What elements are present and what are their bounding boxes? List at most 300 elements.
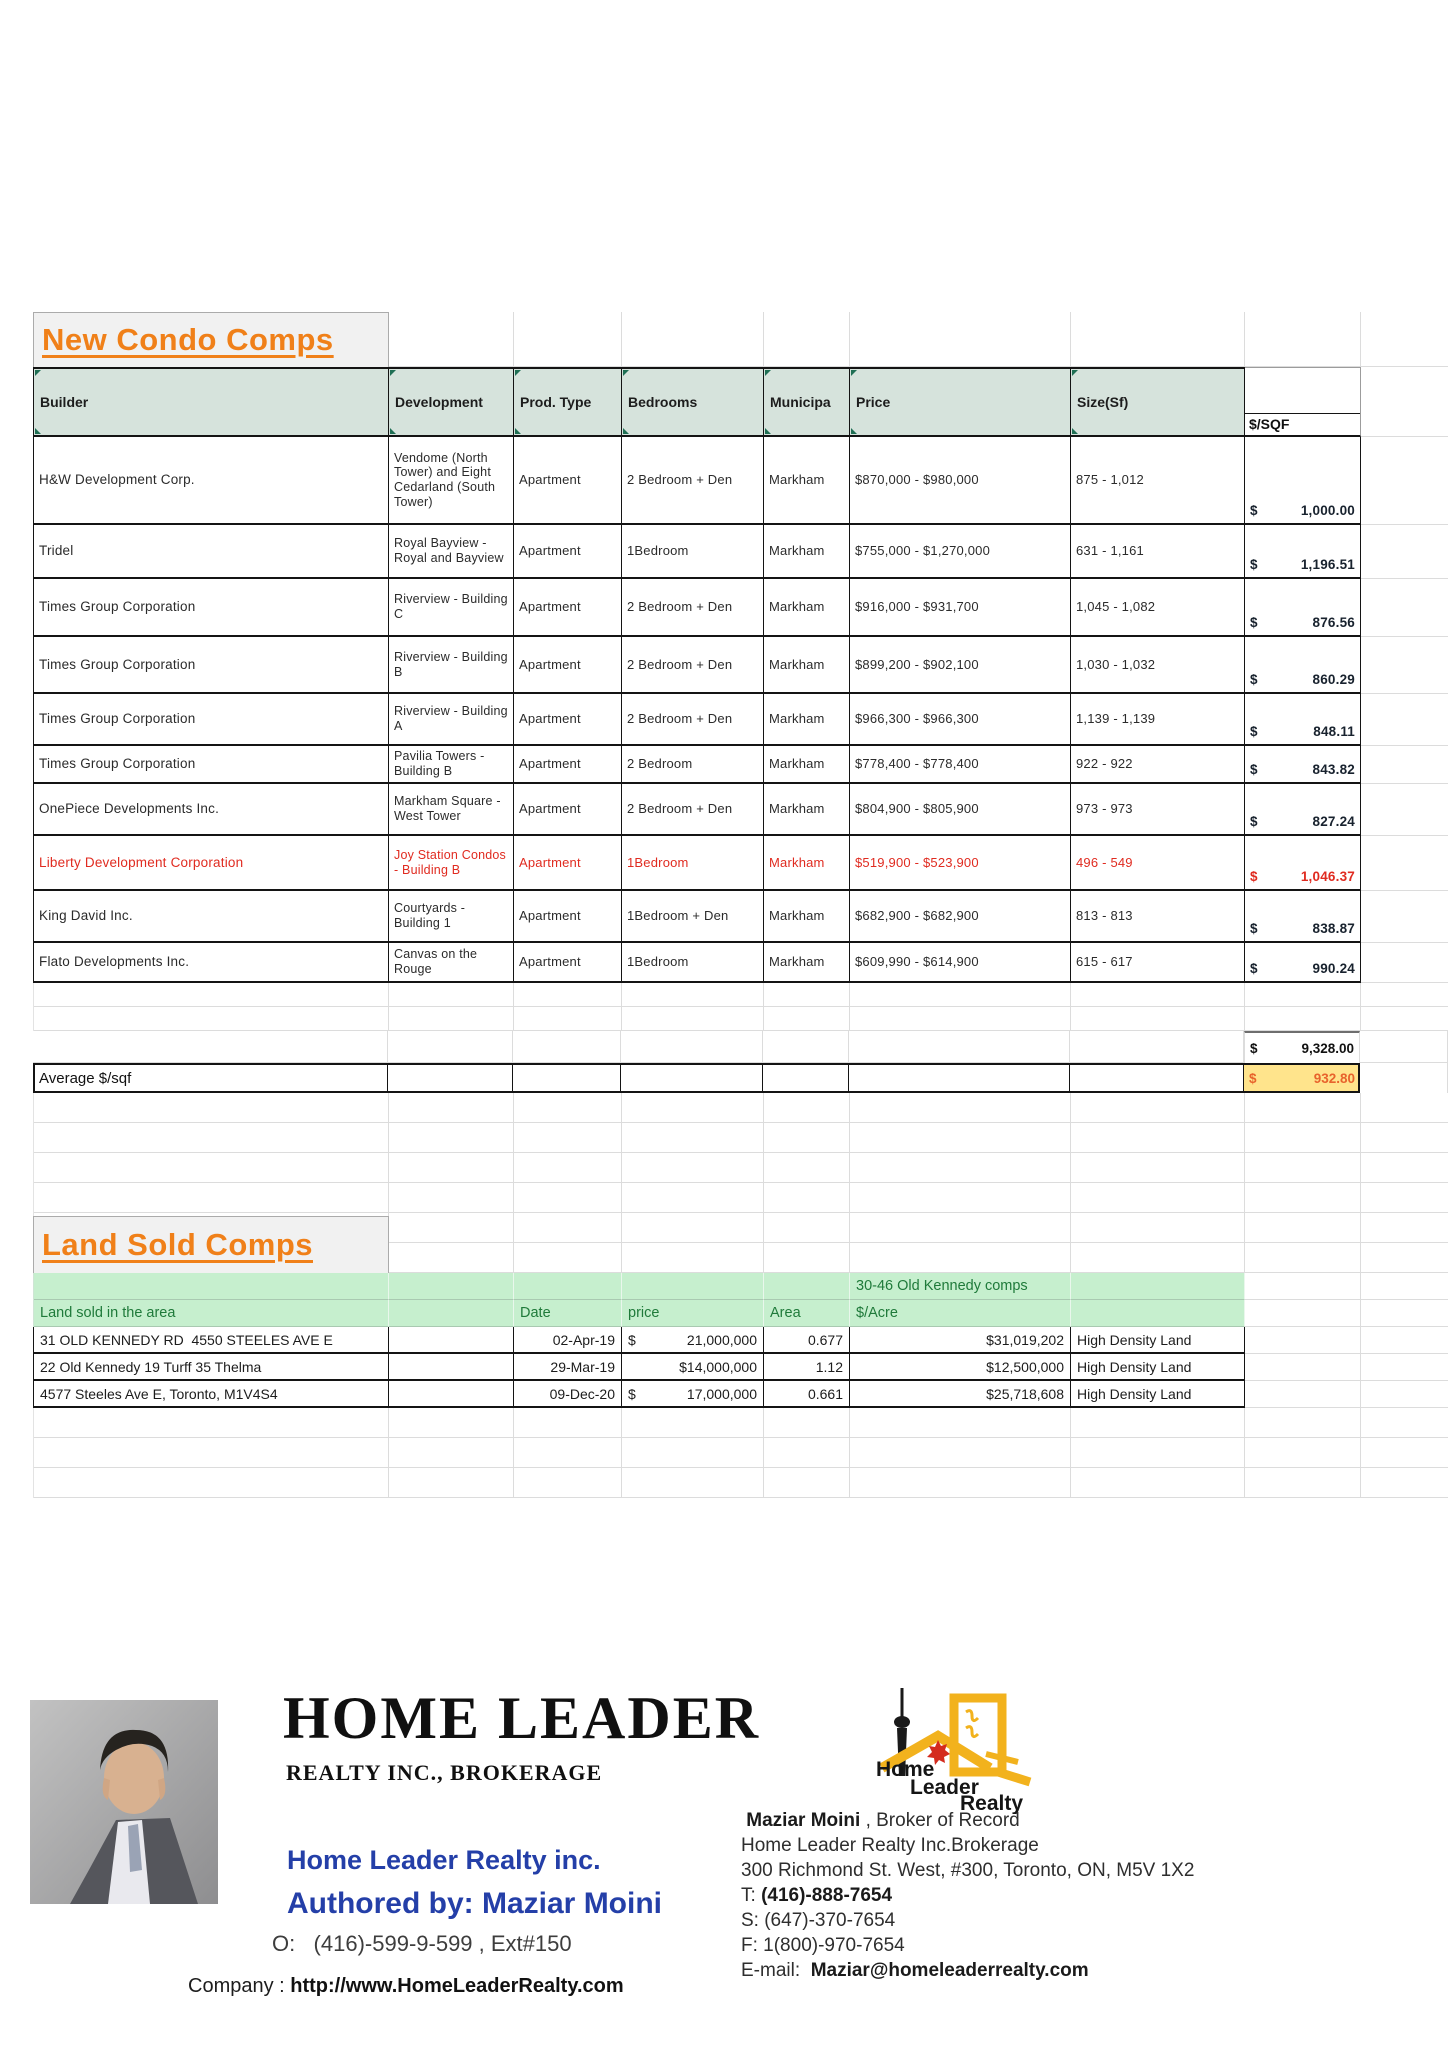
grid-cell bbox=[764, 1093, 850, 1123]
land-cell-area: 0.677 bbox=[764, 1327, 850, 1354]
grid-cell bbox=[389, 983, 514, 1007]
grid-cell bbox=[1361, 1438, 1448, 1468]
empty-cell bbox=[389, 1381, 514, 1408]
average-value: 932.80 bbox=[1313, 1070, 1355, 1086]
sqf-value: 848.11 bbox=[1313, 724, 1355, 740]
condo-table-row bbox=[33, 836, 1448, 891]
condo-cell-sqf bbox=[1245, 694, 1361, 746]
sqf-value: 876.56 bbox=[1312, 615, 1355, 631]
condo-cell-size: 973 - 973 bbox=[1071, 784, 1245, 836]
grid-cell bbox=[1245, 1153, 1361, 1183]
currency-symbol: $ bbox=[628, 1331, 636, 1348]
condo-cell-municipality: Markham bbox=[764, 525, 850, 579]
condo-cell-bedrooms: 1Bedroom bbox=[622, 943, 764, 983]
currency-symbol: $ bbox=[1250, 961, 1258, 977]
contact-phone-t: T: (416)-888-7654 bbox=[741, 1885, 893, 1906]
land-cell-zoning: High Density Land bbox=[1071, 1381, 1245, 1408]
grid-cell bbox=[1245, 983, 1361, 1007]
condo-header-bedrooms: Bedrooms bbox=[622, 367, 764, 437]
condo-cell-builder: Flato Developments Inc. bbox=[34, 943, 389, 983]
grid-cell bbox=[1361, 1093, 1448, 1123]
condo-cell-municipality: Markham bbox=[764, 746, 850, 784]
condo-cell-sqf bbox=[1245, 637, 1361, 694]
grid-cell bbox=[389, 1468, 514, 1498]
currency-symbol: $ bbox=[1250, 615, 1258, 631]
company-label: Company : bbox=[188, 1975, 291, 1997]
home-leader-logo bbox=[868, 1684, 1078, 1814]
grid-cell bbox=[514, 983, 622, 1007]
land-cell-per-acre: $31,019,202 bbox=[850, 1327, 1071, 1354]
average-row bbox=[33, 1063, 1448, 1093]
grid-cell bbox=[389, 1243, 514, 1273]
land-section-title: Land Sold Comps bbox=[42, 1227, 313, 1262]
grid-cell bbox=[514, 1408, 622, 1438]
grid-cell bbox=[1071, 1183, 1245, 1213]
grid-cell bbox=[850, 1408, 1071, 1438]
grid-cell bbox=[1361, 525, 1448, 579]
currency-symbol: $ bbox=[1250, 814, 1258, 830]
condo-cell-sqf bbox=[1245, 784, 1361, 836]
condo-cell-sqf bbox=[1245, 579, 1361, 637]
grid-cell bbox=[514, 1153, 622, 1183]
grid-cell bbox=[389, 312, 514, 367]
grid-cell bbox=[1361, 1468, 1448, 1498]
condo-cell-sqf bbox=[1245, 836, 1361, 891]
sqf-value: 1,046.37 bbox=[1300, 869, 1355, 885]
land-cell-area: 0.661 bbox=[764, 1381, 850, 1408]
condo-cell-builder: Tridel bbox=[34, 525, 389, 579]
average-label: Average $/sqf bbox=[33, 1063, 388, 1093]
grid-cell bbox=[1245, 1468, 1361, 1498]
grid-cell bbox=[389, 1438, 514, 1468]
condo-table-row bbox=[33, 943, 1448, 983]
condo-cell-municipality: Markham bbox=[764, 836, 850, 891]
grid-cell bbox=[850, 312, 1071, 367]
grid-cell bbox=[1361, 312, 1448, 367]
grid-cell bbox=[1361, 367, 1448, 437]
grid-cell bbox=[34, 1408, 389, 1438]
condo-cell-prod-type: Apartment bbox=[514, 746, 622, 784]
grid-cell bbox=[850, 1468, 1071, 1498]
grid-cell bbox=[1245, 1183, 1361, 1213]
land-table-row bbox=[33, 1381, 1448, 1408]
grid-cell bbox=[1361, 784, 1448, 836]
sqf-value: 990.24 bbox=[1312, 961, 1355, 977]
condo-table-row bbox=[33, 891, 1448, 943]
condo-cell-bedrooms: 2 Bedroom + Den bbox=[622, 437, 764, 525]
condo-cell-price: $966,300 - $966,300 bbox=[850, 694, 1071, 746]
condo-header-prod-type: Prod. Type bbox=[514, 367, 622, 437]
grid-cell bbox=[389, 1408, 514, 1438]
contact-email[interactable]: Maziar@homeleaderrealty.com bbox=[810, 1960, 1089, 1981]
sqf-value: 860.29 bbox=[1312, 672, 1355, 688]
grid-cell bbox=[622, 1243, 764, 1273]
grid-cell bbox=[1361, 1327, 1448, 1354]
grid-band-after-table bbox=[33, 983, 1448, 1031]
agent-photo bbox=[30, 1700, 218, 1904]
land-cell-date: 02-Apr-19 bbox=[514, 1327, 622, 1354]
sqf-value: 843.82 bbox=[1312, 762, 1355, 778]
condo-cell-development: Riverview - Building A bbox=[389, 694, 514, 746]
grid-cell bbox=[1361, 943, 1448, 983]
grid-cell bbox=[622, 1183, 764, 1213]
grid-cell bbox=[764, 1123, 850, 1153]
land-cell-zoning: High Density Land bbox=[1071, 1327, 1245, 1354]
grid-cell bbox=[1071, 1007, 1245, 1031]
condo-cell-development: Courtyards - Building 1 bbox=[389, 891, 514, 943]
condo-cell-municipality: Markham bbox=[764, 891, 850, 943]
condo-cell-prod-type: Apartment bbox=[514, 891, 622, 943]
condo-cell-price: $682,900 - $682,900 bbox=[850, 891, 1071, 943]
grid-cell bbox=[1071, 1123, 1245, 1153]
condo-cell-price: $899,200 - $902,100 bbox=[850, 637, 1071, 694]
land-sold-table bbox=[33, 1273, 1448, 1408]
grid-cell bbox=[34, 1183, 389, 1213]
condo-cell-development: Vendome (North Tower) and Eight Cedarland (South Tower) bbox=[389, 437, 514, 525]
footer-company-name: Home Leader Realty inc. bbox=[287, 1845, 601, 1875]
condo-header-development: Development bbox=[389, 367, 514, 437]
grid-cell bbox=[1071, 1438, 1245, 1468]
land-cell-price bbox=[622, 1354, 764, 1381]
grid-cell bbox=[1245, 1381, 1361, 1408]
condo-cell-prod-type: Apartment bbox=[514, 694, 622, 746]
land-header-date: Date bbox=[514, 1300, 622, 1327]
grid-cell bbox=[764, 312, 850, 367]
grid-cell bbox=[850, 1093, 1071, 1123]
condo-cell-development: Joy Station Condos - Building B bbox=[389, 836, 514, 891]
grid-cell bbox=[1071, 1243, 1245, 1273]
condo-cell-builder: OnePiece Developments Inc. bbox=[34, 784, 389, 836]
grid-cell bbox=[389, 1007, 514, 1031]
condo-cell-bedrooms: 2 Bedroom + Den bbox=[622, 579, 764, 637]
condo-cell-prod-type: Apartment bbox=[514, 784, 622, 836]
grid-cell bbox=[1245, 1327, 1361, 1354]
land-cell-date: 29-Mar-19 bbox=[514, 1354, 622, 1381]
grid-cell bbox=[1245, 312, 1361, 367]
grid-cell bbox=[764, 1468, 850, 1498]
contact-phone-s: S: (647)-370-7654 bbox=[741, 1910, 896, 1931]
grid-cell bbox=[389, 1183, 514, 1213]
currency-symbol: $ bbox=[628, 1385, 636, 1402]
svg-text:Realty: Realty bbox=[960, 1792, 1024, 1814]
grid-cell bbox=[1361, 746, 1448, 784]
condo-cell-builder: Times Group Corporation bbox=[34, 637, 389, 694]
grid-cell bbox=[34, 1438, 389, 1468]
condo-cell-bedrooms: 2 Bedroom + Den bbox=[622, 637, 764, 694]
condo-cell-size: 1,045 - 1,082 bbox=[1071, 579, 1245, 637]
grid-cell bbox=[622, 1438, 764, 1468]
condo-section-title: New Condo Comps bbox=[42, 322, 334, 357]
grid-cell bbox=[514, 1183, 622, 1213]
grid-cell bbox=[514, 1093, 622, 1123]
land-table-row bbox=[33, 1327, 1448, 1354]
condo-cell-development: Royal Bayview - Royal and Bayview bbox=[389, 525, 514, 579]
grid-cell bbox=[34, 1153, 389, 1183]
condo-cell-bedrooms: 2 Bedroom + Den bbox=[622, 694, 764, 746]
grid-cell bbox=[764, 1213, 850, 1243]
condo-table-row bbox=[33, 437, 1448, 525]
grid-cell bbox=[622, 1123, 764, 1153]
land-cell-per-acre: $12,500,000 bbox=[850, 1354, 1071, 1381]
condo-cell-sqf bbox=[1245, 437, 1361, 525]
condo-cell-sqf bbox=[1245, 525, 1361, 579]
grid-cell bbox=[1361, 983, 1448, 1007]
grid-cell bbox=[389, 1153, 514, 1183]
condo-cell-prod-type: Apartment bbox=[514, 943, 622, 983]
grid-cell bbox=[514, 1213, 622, 1243]
condo-cell-development: Riverview - Building B bbox=[389, 637, 514, 694]
condo-section-title-cell bbox=[33, 312, 389, 368]
grid-cell bbox=[622, 312, 764, 367]
condo-cell-price: $609,990 - $614,900 bbox=[850, 943, 1071, 983]
grid-cell bbox=[764, 983, 850, 1007]
condo-cell-price: $870,000 - $980,000 bbox=[850, 437, 1071, 525]
contact-brokerage: Home Leader Realty Inc.Brokerage bbox=[741, 1835, 1039, 1856]
condo-cell-builder: Liberty Development Corporation bbox=[34, 836, 389, 891]
grid-cell bbox=[1071, 1213, 1245, 1243]
svg-text:Home: Home bbox=[876, 1758, 935, 1781]
condo-table-row bbox=[33, 525, 1448, 579]
grid-cell bbox=[34, 1468, 389, 1498]
grid-cell bbox=[1071, 1408, 1245, 1438]
condo-cell-municipality: Markham bbox=[764, 437, 850, 525]
condo-header-price: Price bbox=[850, 367, 1071, 437]
svg-text:Leader: Leader bbox=[910, 1776, 979, 1799]
grid-cell bbox=[389, 1213, 514, 1243]
empty-cell bbox=[389, 1354, 514, 1381]
company-url[interactable]: http://www.HomeLeaderRealty.com bbox=[290, 1975, 624, 1997]
land-cell-price bbox=[622, 1327, 764, 1354]
land-note-row bbox=[33, 1273, 1448, 1300]
footer-contact-block bbox=[741, 1808, 1194, 1983]
grid-cell bbox=[1361, 1123, 1448, 1153]
brand-subtitle: REALTY INC., BROKERAGE bbox=[286, 1760, 603, 1785]
grid-cell bbox=[514, 1123, 622, 1153]
grid-cell bbox=[514, 1468, 622, 1498]
land-cell-price bbox=[622, 1381, 764, 1408]
condo-header-size: Size(Sf) bbox=[1071, 367, 1245, 437]
sqf-value: 1,196.51 bbox=[1300, 557, 1355, 573]
grid-cell bbox=[1361, 694, 1448, 746]
grid-cell bbox=[1361, 836, 1448, 891]
grid-cell bbox=[1361, 891, 1448, 943]
grid-cell bbox=[622, 1007, 764, 1031]
currency-symbol: $ bbox=[1250, 557, 1258, 573]
sqf-sum-cell bbox=[1244, 1031, 1360, 1063]
currency-symbol: $ bbox=[1250, 724, 1258, 740]
grid-cell bbox=[1245, 1007, 1361, 1031]
condo-cell-size: 615 - 617 bbox=[1071, 943, 1245, 983]
grid-cell bbox=[1361, 1243, 1448, 1273]
condo-cell-prod-type: Apartment bbox=[514, 579, 622, 637]
condo-cell-size: 875 - 1,012 bbox=[1071, 437, 1245, 525]
grid-cell bbox=[34, 1093, 389, 1123]
land-note: 30-46 Old Kennedy comps bbox=[850, 1273, 1071, 1300]
condo-cell-size: 496 - 549 bbox=[1071, 836, 1245, 891]
grid-cell bbox=[622, 1153, 764, 1183]
footer-authored-by: Authored by: Maziar Moini bbox=[287, 1887, 662, 1920]
grid-cell bbox=[1361, 437, 1448, 525]
sqf-value: 827.24 bbox=[1312, 814, 1355, 830]
contact-role: , Broker of Record bbox=[860, 1810, 1020, 1831]
grid-cell bbox=[850, 1183, 1071, 1213]
land-header-row bbox=[33, 1300, 1448, 1327]
condo-cell-size: 1,139 - 1,139 bbox=[1071, 694, 1245, 746]
grid-cell bbox=[1361, 1153, 1448, 1183]
condo-cell-prod-type: Apartment bbox=[514, 637, 622, 694]
grid-cell bbox=[764, 1153, 850, 1183]
condo-cell-bedrooms: 1Bedroom bbox=[622, 525, 764, 579]
condo-cell-sqf bbox=[1245, 746, 1361, 784]
condo-header-row bbox=[33, 367, 1448, 437]
grid-cell bbox=[850, 1007, 1071, 1031]
grid-cell bbox=[34, 1007, 389, 1031]
condo-header-sqf: $/SQF bbox=[1249, 416, 1290, 432]
land-header-area: Area bbox=[764, 1300, 850, 1327]
grid-cell bbox=[1071, 1093, 1245, 1123]
currency-symbol: $ bbox=[1250, 762, 1258, 778]
grid-cell bbox=[764, 1183, 850, 1213]
contact-phone-f: F: 1(800)-970-7654 bbox=[741, 1935, 905, 1956]
grid-cell bbox=[514, 312, 622, 367]
condo-cell-builder: H&W Development Corp. bbox=[34, 437, 389, 525]
condo-table-row bbox=[33, 579, 1448, 637]
grid-cell bbox=[850, 1243, 1071, 1273]
condo-header-builder: Builder bbox=[34, 367, 389, 437]
condo-cell-sqf bbox=[1245, 891, 1361, 943]
grid-cell bbox=[764, 1243, 850, 1273]
sqf-value: 1,000.00 bbox=[1300, 503, 1355, 519]
land-cell-date: 09-Dec-20 bbox=[514, 1381, 622, 1408]
grid-cell bbox=[764, 1408, 850, 1438]
sqf-sum-value: 9,328.00 bbox=[1301, 1040, 1354, 1056]
grid-cell bbox=[1245, 1213, 1361, 1243]
condo-header-sqf-cell bbox=[1245, 367, 1361, 437]
grid-cell bbox=[389, 1093, 514, 1123]
condo-cell-prod-type: Apartment bbox=[514, 437, 622, 525]
average-value-cell bbox=[1244, 1063, 1360, 1093]
grid-cell bbox=[1071, 1468, 1245, 1498]
price-value: 17,000,000 bbox=[686, 1385, 757, 1402]
condo-cell-size: 922 - 922 bbox=[1071, 746, 1245, 784]
land-cell-address: 22 Old Kennedy 19 Turff 35 Thelma bbox=[34, 1354, 389, 1381]
price-value: 21,000,000 bbox=[686, 1331, 757, 1348]
grid-cell bbox=[764, 1438, 850, 1468]
grid-cell bbox=[514, 1438, 622, 1468]
land-section-title-cell bbox=[33, 1216, 389, 1274]
condo-cell-municipality: Markham bbox=[764, 784, 850, 836]
empty-cell bbox=[1245, 368, 1360, 414]
condo-cell-municipality: Markham bbox=[764, 943, 850, 983]
land-cell-address: 4577 Steeles Ave E, Toronto, M1V4S4 bbox=[34, 1381, 389, 1408]
grid-cell bbox=[1361, 637, 1448, 694]
grid-cell bbox=[622, 983, 764, 1007]
condo-cell-price: $755,000 - $1,270,000 bbox=[850, 525, 1071, 579]
currency-symbol: $ bbox=[1250, 869, 1258, 885]
land-cell-zoning: High Density Land bbox=[1071, 1354, 1245, 1381]
grid-cell bbox=[1361, 1408, 1448, 1438]
currency-symbol: $ bbox=[1250, 921, 1258, 937]
grid-cell bbox=[389, 1123, 514, 1153]
price-value: $14,000,000 bbox=[679, 1358, 757, 1375]
grid-cell bbox=[34, 1123, 389, 1153]
grid-cell bbox=[1361, 1381, 1448, 1408]
grid-cell bbox=[1245, 1123, 1361, 1153]
currency-symbol: $ bbox=[1249, 1070, 1257, 1086]
grid-cell bbox=[1361, 579, 1448, 637]
condo-cell-municipality: Markham bbox=[764, 579, 850, 637]
condo-cell-bedrooms: 1Bedroom + Den bbox=[622, 891, 764, 943]
grid-cell bbox=[1071, 1153, 1245, 1183]
footer-office-phone: O: (416)-599-9-599 , Ext#150 bbox=[272, 1931, 572, 1956]
grid-cell bbox=[622, 1468, 764, 1498]
footer-company-line bbox=[188, 1975, 624, 1998]
contact-email-line: E-mail: Maziar@homeleaderrealty.com bbox=[741, 1960, 1089, 1981]
currency-symbol: $ bbox=[1250, 503, 1258, 519]
condo-cell-builder: Times Group Corporation bbox=[34, 694, 389, 746]
condo-cell-builder: Times Group Corporation bbox=[34, 746, 389, 784]
condo-comps-table bbox=[33, 367, 1448, 983]
contact-address: 300 Richmond St. West, #300, Toronto, ON, M5V 1X2 bbox=[741, 1860, 1195, 1881]
condo-cell-size: 813 - 813 bbox=[1071, 891, 1245, 943]
land-header-price: price bbox=[622, 1300, 764, 1327]
sqf-value: 838.87 bbox=[1312, 921, 1355, 937]
grid-cell bbox=[622, 1213, 764, 1243]
condo-cell-size: 1,030 - 1,032 bbox=[1071, 637, 1245, 694]
grid-cell bbox=[850, 1438, 1071, 1468]
condo-cell-price: $804,900 - $805,900 bbox=[850, 784, 1071, 836]
grid-cell bbox=[1245, 1354, 1361, 1381]
grid-cell bbox=[1071, 312, 1245, 367]
condo-cell-sqf bbox=[1245, 943, 1361, 983]
condo-cell-municipality: Markham bbox=[764, 637, 850, 694]
land-table-row bbox=[33, 1354, 1448, 1381]
contact-name-line bbox=[741, 1808, 1194, 1833]
condo-cell-price: $916,000 - $931,700 bbox=[850, 579, 1071, 637]
condo-cell-price: $519,900 - $523,900 bbox=[850, 836, 1071, 891]
grid-cell bbox=[514, 1243, 622, 1273]
grid-cell bbox=[850, 1123, 1071, 1153]
grid-cell bbox=[1361, 1183, 1448, 1213]
grid-cell bbox=[850, 1153, 1071, 1183]
grid-cell bbox=[1245, 1243, 1361, 1273]
grid-cell bbox=[622, 1093, 764, 1123]
condo-table-row bbox=[33, 746, 1448, 784]
condo-table-row bbox=[33, 784, 1448, 836]
grid-band-bottom bbox=[33, 1408, 1448, 1498]
condo-cell-builder: Times Group Corporation bbox=[34, 579, 389, 637]
grid-cell bbox=[514, 1007, 622, 1031]
grid-cell bbox=[1245, 1408, 1361, 1438]
grid-cell bbox=[34, 983, 389, 1007]
condo-cell-prod-type: Apartment bbox=[514, 836, 622, 891]
condo-cell-development: Canvas on the Rouge bbox=[389, 943, 514, 983]
grid-cell bbox=[1245, 1438, 1361, 1468]
grid-cell bbox=[1245, 1093, 1361, 1123]
contact-phone-t-value: (416)-888-7654 bbox=[761, 1885, 893, 1906]
grid-cell bbox=[1361, 1354, 1448, 1381]
currency-symbol: $ bbox=[1250, 672, 1258, 688]
land-cell-address: 31 OLD KENNEDY RD 4550 STEELES AVE E bbox=[34, 1327, 389, 1354]
land-cell-per-acre: $25,718,608 bbox=[850, 1381, 1071, 1408]
condo-table-row bbox=[33, 637, 1448, 694]
condo-cell-municipality: Markham bbox=[764, 694, 850, 746]
land-header-per-acre: $/Acre bbox=[850, 1300, 1071, 1327]
brand-title: HOME LEADER bbox=[283, 1685, 761, 1751]
grid-cell bbox=[850, 983, 1071, 1007]
grid-cell bbox=[850, 1213, 1071, 1243]
condo-cell-prod-type: Apartment bbox=[514, 525, 622, 579]
